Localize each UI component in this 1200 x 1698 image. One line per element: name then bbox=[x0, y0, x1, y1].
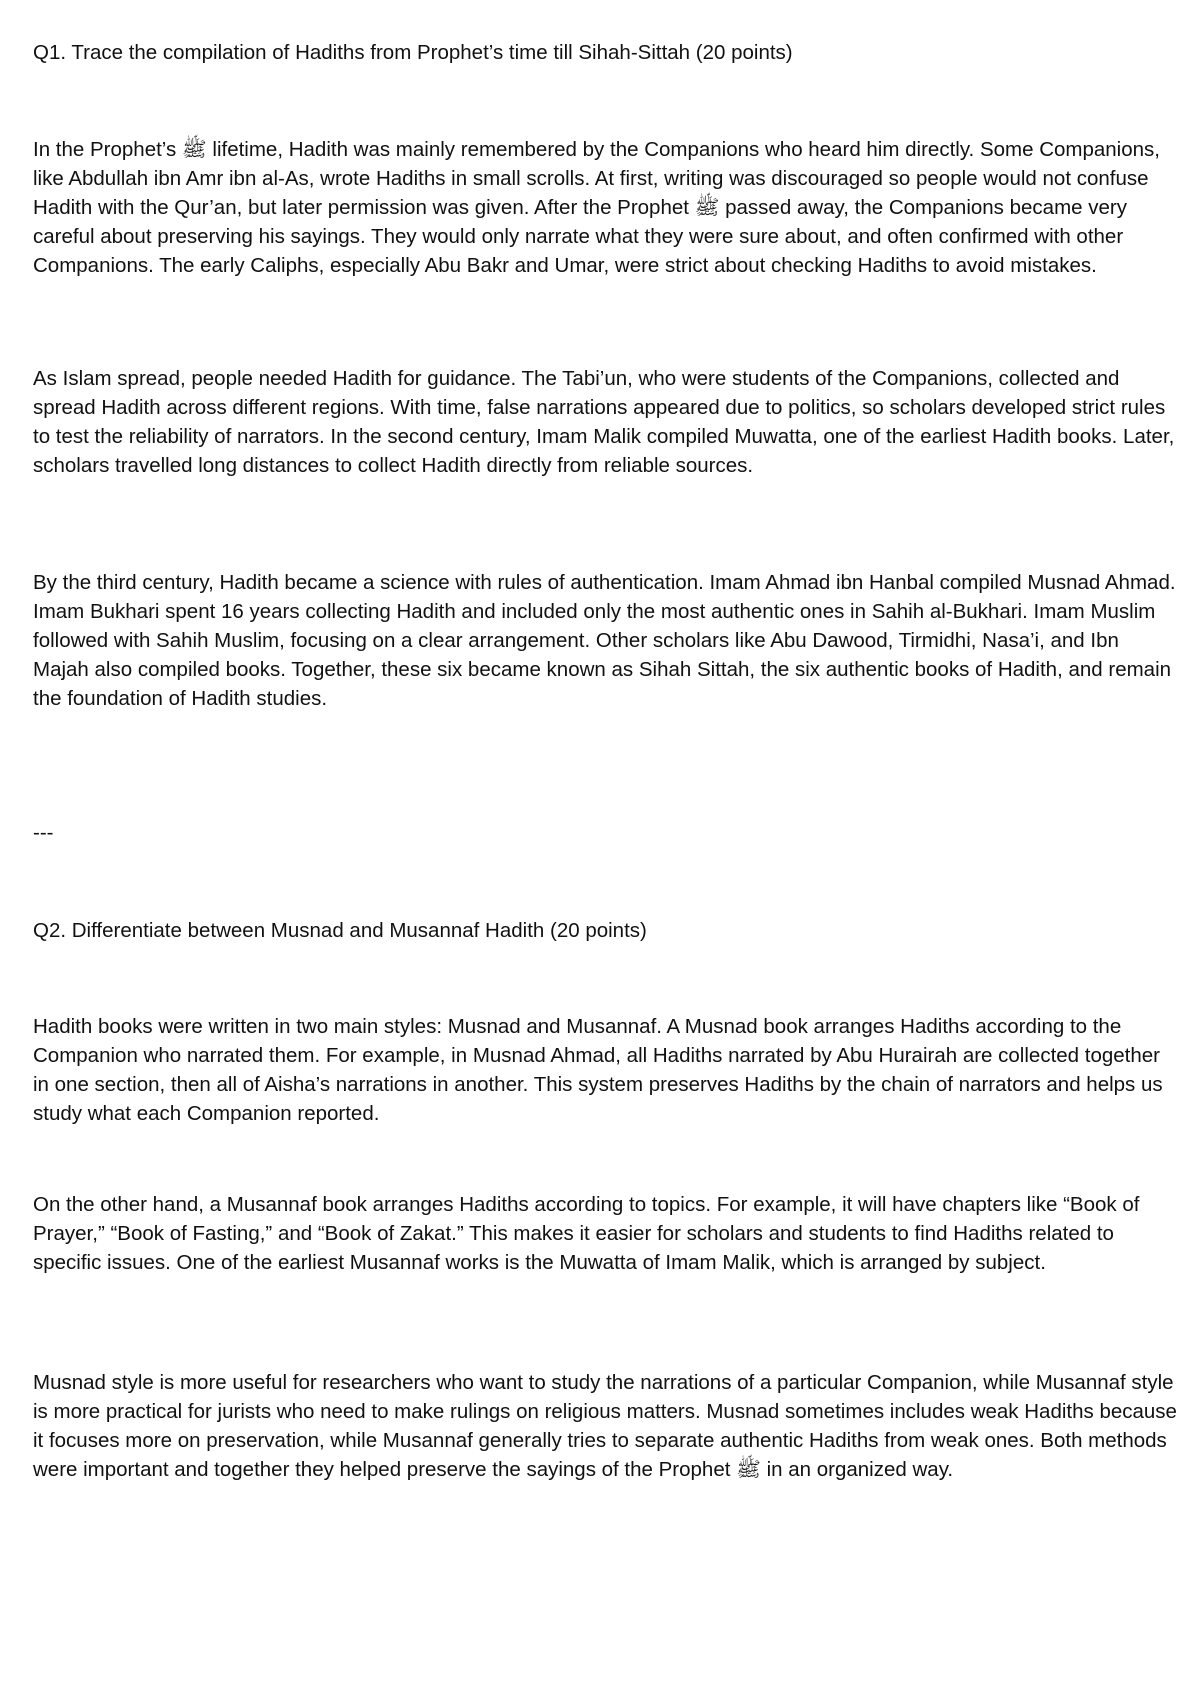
q1-paragraph-2: As Islam spread, people needed Hadith for guidance. The Tabi’un, who were students of the Companions, collected and spread Hadith across different regions. With time, false narrations appeared due to politics, so scholars developed strict rules to test the reliability of narrators. In the second century, Imam Malik compiled Muwatta, one of the earliest Hadith books. Later, scholars travelled long distances to collect Hadith directly from reliable sources. bbox=[33, 367, 1175, 477]
q2-paragraph-1: Hadith books were written in two main styles: Musnad and Musannaf. A Musnad book arranges Hadiths according to the Companion who narrated them. For example, in Musnad Ahmad, all Hadiths narrated by Abu Hurairah are collected together in one section, then all of Aisha’s narrations in another. This system preserves Hadiths by the chain of narrators and helps us study what each Companion reported. bbox=[33, 1015, 1163, 1125]
q2-title: Q2. Differentiate between Musnad and Musannaf Hadith (20 points) bbox=[33, 919, 647, 942]
q1-paragraph-3: By the third century, Hadith became a science with rules of authentication. Imam Ahmad ibn Hanbal compiled Musnad Ahmad. Imam Bukhari spent 16 years collecting Hadith and included only the most authentic ones in Sahih al-Bukhari. Imam Muslim followed with Sahih Muslim, focusing on a clear arrangement. Other scholars like Abu Dawood, Tirmidhi, Nasa’i, and Ibn Majah also compiled books. Together, these six became known as Sihah Sittah, the six authentic books of Hadith, and remain the foundation of Hadith studies. bbox=[33, 571, 1176, 710]
q1-title: Q1. Trace the compilation of Hadiths from Prophet’s time till Sihah-Sittah (20 points) bbox=[33, 41, 793, 64]
q1-paragraph-1: In the Prophet’s ﷺ lifetime, Hadith was mainly remembered by the Companions who heard him directly. Some Companions, like Abdullah ibn Amr ibn al-As, wrote Hadiths in small scrolls. At first, writing was discouraged so people would not confuse Hadith with the Qur’an, but later permission was given. After the Prophet ﷺ passed away, the Companions became very careful about preserving his sayings. They would only narrate what they were sure about, and often confirmed with other Companions. The early Caliphs, especially Abu Bakr and Umar, were strict about checking Hadiths to avoid mistakes. bbox=[33, 138, 1160, 277]
document-page bbox=[33, 0, 1178, 1698]
section-separator: --- bbox=[33, 821, 54, 844]
q2-paragraph-3: Musnad style is more useful for researchers who want to study the narrations of a particular Companion, while Musannaf style is more practical for jurists who need to make rulings on religious matters. Musnad sometimes includes weak Hadiths because it focuses more on preservation, while Musannaf generally tries to separate authentic Hadiths from weak ones. Both methods were important and together they helped preserve the sayings of the Prophet ﷺ in an organized way. bbox=[33, 1371, 1177, 1481]
q2-paragraph-2: On the other hand, a Musannaf book arranges Hadiths according to topics. For example, it will have chapters like “Book of Prayer,” “Book of Fasting,” and “Book of Zakat.” This makes it easier for scholars and students to find Hadiths related to specific issues. One of the earliest Musannaf works is the Muwatta of Imam Malik, which is arranged by subject. bbox=[33, 1193, 1140, 1274]
